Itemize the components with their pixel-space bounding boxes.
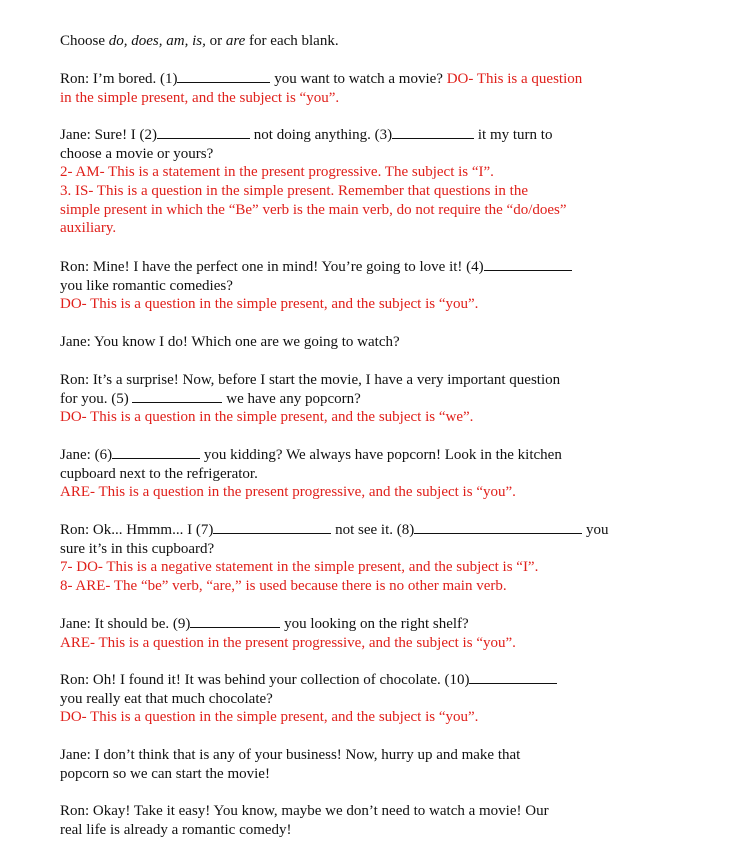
line-text: Ron: Mine! I have the perfect one in mind! You’re going to love it! (4) [60,259,484,275]
dialogue-jane-4 [60,615,660,652]
instruction-or: or [205,33,226,49]
dialogue-jane-2 [60,333,660,352]
answer-1: DO- This is a question [446,71,583,87]
blank-7[interactable] [213,521,331,534]
line-text: choose a movie or yours? [60,145,214,162]
line-text: Jane: Sure! I (2) [60,127,158,143]
dialogue-ron-1 [60,70,660,107]
line-text: you kidding? We always have popcorn! Look in the kitchen [203,447,562,463]
line-text: we have any popcorn? [226,390,361,407]
line-text: Jane: (6) [60,447,113,463]
blank-5[interactable] [132,390,222,403]
blank-10[interactable] [469,671,557,684]
line-text: Ron: Oh! I found it! It was behind your collection of chocolate. (10) [60,672,470,688]
line-text: for you. (5) [60,390,129,407]
line-text: Jane: You know I do! Which one are we going to watch? [60,334,400,350]
instruction-options: do, does, am, is, [108,33,206,49]
blank-4[interactable] [484,258,572,271]
dialogue-ron-3 [60,371,660,427]
dialogue-ron-4 [60,521,660,596]
answer-3: 3. IS- This is a question in the simple present. Remember that questions in the [60,183,528,200]
answer-6: ARE- This is a question in the present progressive, and the subject is “you”. [60,484,516,501]
line-text: it my turn to [477,127,553,143]
line-text: you [585,522,609,538]
line-text: not doing anything. (3) [253,127,393,143]
blank-3[interactable] [392,126,474,139]
dialogue-jane-1 [60,126,660,238]
dialogue-ron-2 [60,258,660,314]
line-text: you looking on the right shelf? [284,616,469,632]
line-text: popcorn so we can start the movie! [60,765,270,782]
line-text: not see it. (8) [335,522,415,538]
answer-3-explanation: auxiliary. [60,220,117,237]
line-text: sure it’s in this cupboard? [60,540,215,557]
line-text: Ron: It’s a surprise! Now, before I start the movie, I have a very important question [60,372,561,388]
line-text: Jane: It should be. (9) [60,616,191,632]
line-text: you want to watch a movie? [274,71,443,87]
dialogue-jane-5 [60,746,660,783]
answer-4: DO- This is a question in the simple present, and the subject is “you”. [60,296,479,313]
instruction [60,32,660,51]
dialogue-jane-3 [60,446,660,502]
line-text: you really eat that much chocolate? [60,690,273,707]
line-text: cupboard next to the refrigerator. [60,465,258,482]
dialogue-ron-5 [60,671,660,727]
answer-5: DO- This is a question in the simple present, and the subject is “we”. [60,409,474,426]
answer-8: 8- ARE- The “be” verb, “are,” is used because there is no other main verb. [60,578,507,595]
answer-2: 2- AM- This is a statement in the present progressive. The subject is “I”. [60,164,494,181]
line-text: Ron: Okay! Take it easy! You know, maybe we don’t need to watch a movie! Our [60,803,549,819]
instruction-end: for each blank. [245,33,339,49]
line-text: Ron: I’m bored. (1) [60,71,178,87]
answer-10: DO- This is a question in the simple present, and the subject is “you”. [60,709,479,726]
answer-3-explanation: simple present in which the “Be” verb is the main verb, do not require the “do/does” [60,201,567,218]
dialogue-ron-6 [60,802,660,839]
answer-7: 7- DO- This is a negative statement in the simple present, and the subject is “I”. [60,559,539,576]
blank-2[interactable] [157,126,250,139]
line-text: real life is already a romantic comedy! [60,821,292,838]
blank-9[interactable] [190,615,280,628]
blank-6[interactable] [112,446,200,459]
instruction-text: Choose [60,33,109,49]
line-text: Jane: I don’t think that is any of your business! Now, hurry up and make that [60,747,521,763]
blank-8[interactable] [414,521,582,534]
blank-1[interactable] [177,70,270,83]
instruction-last-option: are [225,33,246,49]
line-text: Ron: Ok... Hmmm... I (7) [60,522,214,538]
answer-9: ARE- This is a question in the present progressive, and the subject is “you”. [60,634,516,651]
line-text: you like romantic comedies? [60,277,233,294]
answer-1-explanation: in the simple present, and the subject is “you”. [60,89,340,106]
